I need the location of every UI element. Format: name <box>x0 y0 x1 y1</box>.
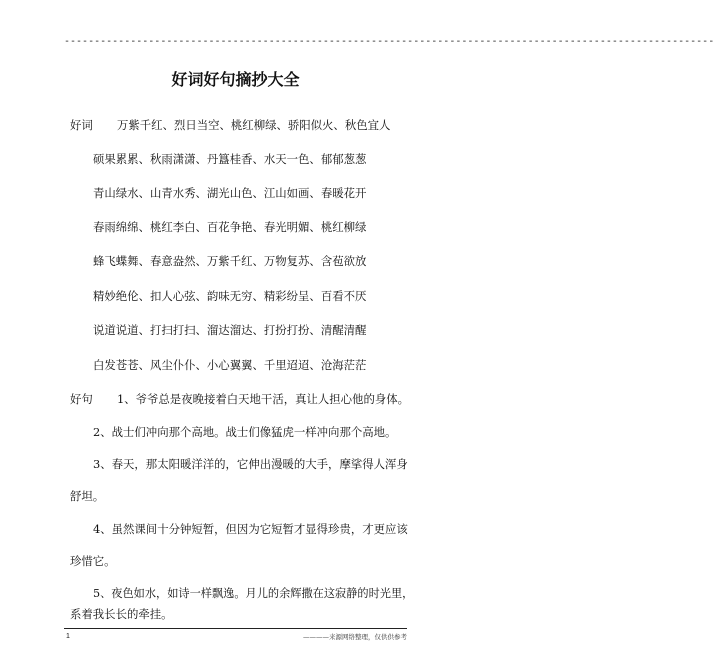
sentence-line: 珍惜它。 <box>70 554 116 568</box>
word-line: 精妙绝伦、扣人心弦、韵味无穷、精彩纷呈、百看不厌 <box>93 289 367 303</box>
page-title: 好词好句摘抄大全 <box>171 70 300 89</box>
word-line: 说道说道、打扫打扫、溜达溜达、打扮打扮、清醒清醒 <box>93 323 367 337</box>
sentences-section-label: 好句 <box>70 392 93 406</box>
sentence-line: 4、虽然课间十分钟短暂，但因为它短暂才显得珍贵，才更应该 <box>93 522 408 536</box>
words-section-label: 好词 <box>70 118 93 132</box>
footer-rule <box>64 628 407 629</box>
sentence-line: 舒坦。 <box>70 489 105 503</box>
sentence-line: 2、战士们冲向那个高地。战士们像猛虎一样冲向那个高地。 <box>93 425 397 439</box>
sentence-line: 5、夜色如水，如诗一样飘逸。月儿的余辉撒在这寂静的时光里， <box>93 587 414 600</box>
word-line: 万紫千红、烈日当空、桃红柳绿、骄阳似火、秋色宜人 <box>117 118 391 132</box>
sentence-line: 3、春天，那太阳暖洋洋的，它伸出漫暖的大手，摩挲得人浑身 <box>93 457 408 471</box>
page-number: 1 <box>66 633 70 640</box>
word-line: 青山绿水、山青水秀、湖光山色、江山如画、春暖花开 <box>93 186 367 200</box>
sentence-line: 系着我长长的牵挂。 <box>70 607 173 621</box>
sentence-line: 1、爷爷总是夜晚接着白天地干活，真让人担心他的身体。 <box>117 392 410 406</box>
word-line: 白发苍苍、风尘仆仆、小心翼翼、千里迢迢、沧海茫茫 <box>93 358 367 372</box>
word-line: 蜂飞蝶舞、春意盎然、万紫千红、万物复苏、含苞欲放 <box>93 254 367 268</box>
header-dashed-rule: ------------------------------------------------------------------------------------------------------------ <box>64 36 714 47</box>
word-line: 春雨绵绵、桃红李白、百花争艳、春光明媚、桃红柳绿 <box>93 220 367 234</box>
word-line: 硕果累累、秋雨潇潇、丹簋桂香、水天一色、郁郁葱葱 <box>93 152 367 166</box>
footer-note: ————来源网络整理，仅供供参考 <box>303 633 407 641</box>
